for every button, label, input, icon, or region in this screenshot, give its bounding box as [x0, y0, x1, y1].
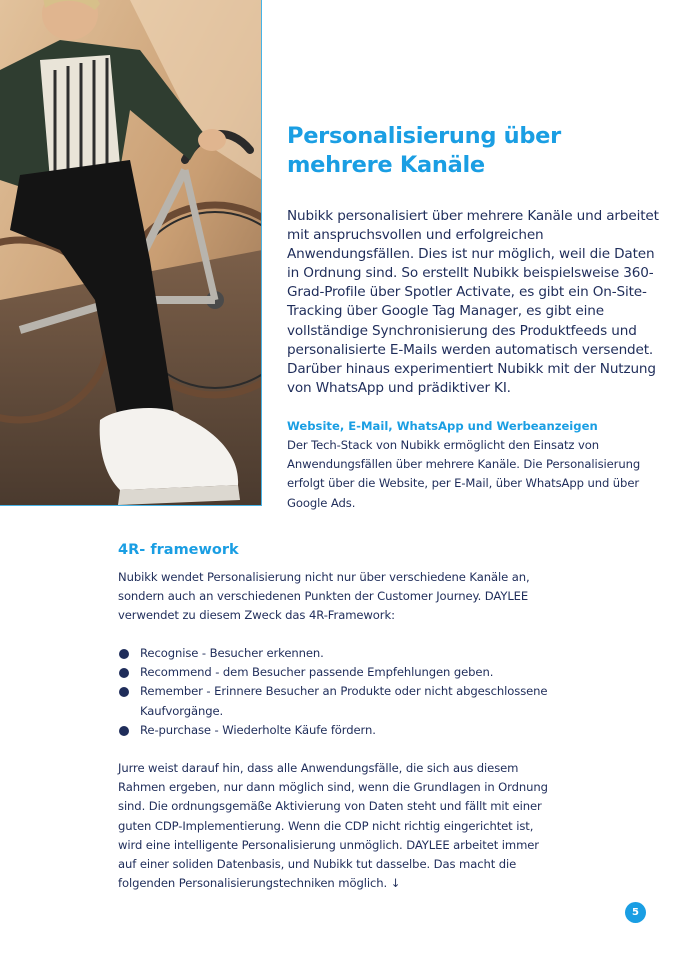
list-item: [118, 682, 558, 720]
list-item: [118, 721, 558, 740]
bullet-icon: [119, 668, 129, 678]
man-with-bicycle-image: [0, 0, 262, 506]
intro-paragraph: Nubikk personalisiert über mehrere Kanäle und arbeitet mit anspruchsvollen und erfolgreichen Anwendungsfällen. Dies ist nur möglich, weil die Daten in Ordnung sind. So erstellt Nubikk beispielsweise 360-Grad-Profile über Spotler Activate, es gibt ein On-Site-Tracking über Google Tag Manager, es gibt eine vollständige Synchronisierung des Produktfeeds und personalisierte E-Mails werden automatisch versendet. Darüber hinaus experimentiert Nubikk mit der Nutzung von WhatsApp und prädiktiver KI.: [287, 208, 659, 396]
bullet-icon: [119, 649, 129, 659]
bullet-icon: [119, 726, 129, 736]
framework-closing: Jurre weist darauf hin, dass alle Anwendungsfälle, die sich aus diesem Rahmen ergeben, nur dann möglich sind, wenn die Grundlagen in Ordnung sind. Die ordnungsgemäße Aktivierung von Daten steht und fällt mit einer guten CDP-Implementierung. Wenn die CDP nicht richtig eingerichtet ist, wird eine intelligente Personalisierung unmöglich. DAYLEE arbeitet immer auf einer soliden Datenbasis, und Nubikk tut dasselbe. Das macht die folgenden Personalisierungstechniken möglich. ↓: [118, 761, 548, 891]
list-item-text: Recognise - Besucher erkennen.: [140, 646, 324, 660]
channels-paragraph: Der Tech-Stack von Nubikk ermöglicht den Einsatz von Anwendungsfällen über mehrere Kanäle. Die Personalisierung erfolgt über die Website, per E-Mail, über WhatsApp und über Google Ads.: [287, 438, 641, 510]
list-item-text: Recommend - dem Besucher passende Empfehlungen geben.: [140, 665, 494, 680]
list-item: [118, 663, 558, 682]
hero-photo: [0, 0, 262, 506]
framework-intro: Nubikk wendet Personalisierung nicht nur über verschiedene Kanäle an, sondern auch an verschiedenen Punkten der Customer Journey. DAYLEE verwendet zu diesem Zweck das 4R-Framework:: [118, 570, 530, 623]
list-item: [118, 644, 558, 663]
bullet-icon: [119, 687, 129, 697]
page-number-badge: 5: [625, 902, 646, 923]
channels-heading: Website, E-Mail, WhatsApp und Werbeanzeigen: [287, 419, 598, 433]
page-title: Personalisierung über mehrere Kanäle: [287, 123, 561, 178]
list-item-text: Re-purchase - Wiederholte Käufe fördern.: [140, 722, 376, 737]
framework-heading: 4R- framework: [118, 542, 239, 558]
framework-list: [118, 644, 558, 740]
list-item-text: Remember - Erinnere Besucher an Produkte oder nicht abgeschlossene Kaufvorgänge.: [140, 684, 548, 718]
